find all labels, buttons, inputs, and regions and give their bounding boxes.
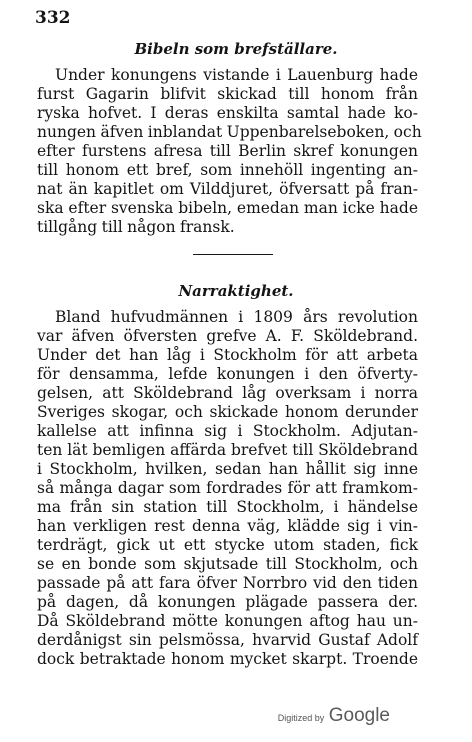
text-line: furst Gagarin blifvit skickad till honom från [37, 85, 418, 103]
text-line: till honom ett bref, som innehöll ingenting an- [37, 161, 418, 179]
text-line: terdrägt, gick ut ett stycke utom staden, fick [37, 536, 418, 554]
section-divider [193, 254, 273, 255]
text-line: han verkligen rest denna väg, klädde sig i vin- [37, 517, 418, 535]
text-line: nungen äfven inblandat Uppenbarelseboken, och [37, 123, 422, 141]
text-line: derdånigst sin pelsmössa, hvarvid Gustaf Adolf [37, 631, 418, 649]
text-line: på dagen, då konungen plägade passera der. [37, 593, 418, 611]
section-title: Bibeln som brefställare. [134, 40, 338, 58]
text-line: Bland hufvudmännen i 1809 års revolution [55, 308, 418, 326]
text-line: gelsen, att Sköldebrand låg overksam i norra [37, 384, 418, 402]
watermark-prefix: Digitized by [277, 713, 325, 723]
text-line: kallelse att infinna sig i Stockholm. Adjutan- [37, 422, 418, 440]
text-line: ska efter svenska bibeln, emedan man icke hade [37, 199, 418, 217]
text-line: ma från sin station till Stockholm, i händelse [37, 498, 418, 516]
text-line: Då Sköldebrand mötte konungen aftog hau un- [37, 612, 418, 630]
text-line: nat än kapitlet om Vilddjuret, öfversatt på fran- [37, 180, 418, 198]
text-line: Under konungens vistande i Lauenburg hade [55, 66, 418, 84]
section-title: Narraktighet. [178, 282, 294, 300]
text-line: ten lät bemligen affärda brefvet till Sköldebrand [37, 441, 418, 459]
text-line: passade på att fara öfver Norrbro vid den tiden [37, 574, 418, 592]
text-line: för densamma, lefde konungen i den öfverty- [37, 365, 418, 383]
text-line: Under det han låg i Stockholm för att arbeta [37, 346, 418, 364]
google-logo: Google [328, 705, 390, 726]
text-line: så många dagar som fordrades för att framkom- [37, 479, 418, 497]
text-line: tillgång till någon fransk. [37, 218, 235, 236]
digitized-watermark [278, 705, 390, 727]
text-line: var äfven öfversten grefve A. F. Sköldebrand. [37, 327, 418, 345]
text-line: ryska hofvet. I deras enskilta samtal hade ko- [37, 104, 418, 122]
text-line: se en bonde som skjutsade till Stockholm, och [37, 555, 418, 573]
text-line: efter furstens afresa till Berlin skref konungen [37, 142, 418, 160]
text-line: dock betraktade honom mycket skarpt. Troende [37, 650, 418, 668]
text-line: Sveriges skogar, och skickade honom derunder [37, 403, 418, 421]
text-line: i Stockholm, hvilken, sedan han hållit sig inne [37, 460, 418, 478]
page-number: 332 [35, 8, 71, 28]
